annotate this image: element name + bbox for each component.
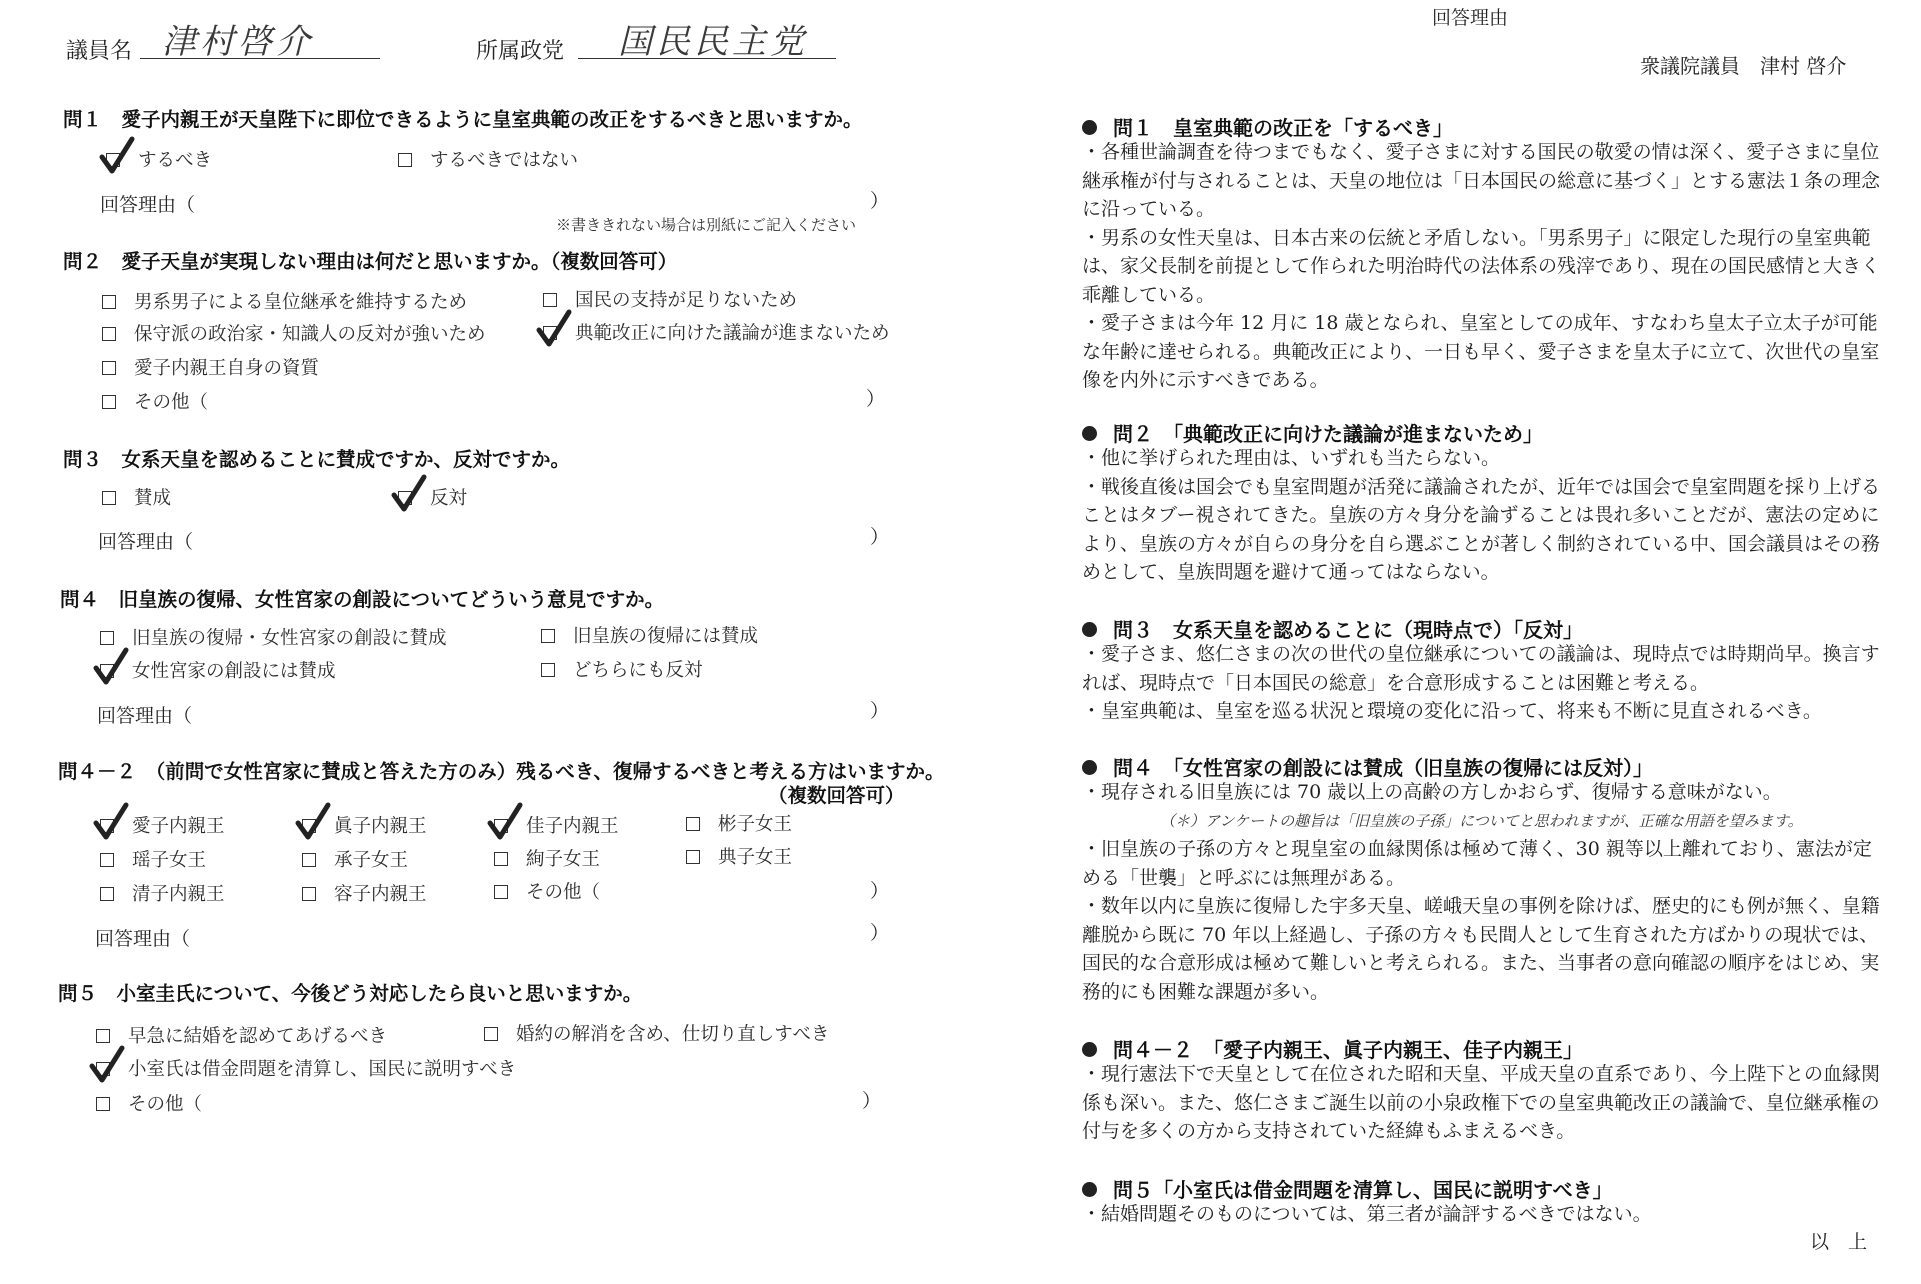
paragraph: ・男系の女性天皇は、日本古来の伝統と矛盾しない。「男系男子」に限定した現行の皇室典範は、家父長制を前提として作られた明治時代の法体系の残滓であり、現在の国民感情と大きく乖離している。 <box>1082 226 1881 306</box>
checkmark-icon <box>537 310 573 348</box>
q3-reason-label: 回答理由（ <box>98 531 194 553</box>
checkbox[interactable] <box>102 295 116 309</box>
checkbox-checked[interactable] <box>398 491 412 505</box>
q42-option-other[interactable]: その他（ <box>494 878 600 904</box>
checkbox[interactable] <box>494 852 508 866</box>
q42-option-kako[interactable]: 佳子内親王 <box>494 812 619 838</box>
checkbox-checked[interactable] <box>100 664 114 678</box>
section-q3-body <box>1082 640 1887 726</box>
member-name-label: 議員名 <box>66 39 133 64</box>
q42-option-yoko[interactable]: 瑶子女王 <box>100 846 206 872</box>
q4-option-3[interactable]: 女性宮家の創設には賛成 <box>100 657 336 683</box>
paragraph: ・他に挙げられた理由は、いずれも当たらない。 <box>1082 447 1501 469</box>
q2-option-3[interactable]: 保守派の政治家・知識人の反対が強いため <box>102 320 486 346</box>
q3-text: 問３ 女系天皇を認めることに賛成ですか、反対ですか。 <box>63 448 571 471</box>
member-name-signature: 津村啓介 <box>162 22 314 62</box>
bullet-icon <box>1082 1042 1097 1057</box>
checkbox[interactable] <box>543 293 557 307</box>
q42-option-ayako[interactable]: 絢子女王 <box>494 845 600 871</box>
q2-option-2[interactable]: 国民の支持が足りないため <box>543 286 797 312</box>
checkbox-checked[interactable] <box>494 819 508 833</box>
q1-reason-close: ） <box>870 190 890 212</box>
footnote: （＊）アンケートの趣旨は「旧皇族の子孫」についてと思われますが、正確な用語を望みます。 <box>1160 811 1803 830</box>
paragraph: ・現存される旧皇族には 70 歳以上の高齢の方しかおらず、復帰する意味がない。 <box>1082 781 1782 803</box>
checkbox[interactable] <box>302 887 316 901</box>
q1-text: 問１ 愛子内親王が天皇陛下に即位できるように皇室典範の改正をするべきと思いますか。 <box>63 108 863 131</box>
q42-option-mako[interactable]: 眞子内親王 <box>302 812 427 838</box>
bullet-icon <box>1082 120 1097 135</box>
bullet-icon <box>1082 426 1097 441</box>
q42-option-yasuko[interactable]: 容子内親王 <box>302 880 427 906</box>
checkbox[interactable] <box>100 631 114 645</box>
paragraph: ・現行憲法下で天皇として在位された昭和天皇、平成天皇の直系であり、今上陛下との血縁関係も深い。また、悠仁さまご誕生以前の小泉政権下での皇室典範改正の議論で、皇位継承権の付与を多くの方から支持されていた経緯もふまえるべき。 <box>1082 1063 1881 1142</box>
q5-text: 問５ 小室圭氏について、今後どう対応したら良いと思いますか。 <box>58 982 643 1005</box>
paragraph: ・結婚問題そのものについては、第三者が論評するべきではない。 <box>1082 1203 1652 1225</box>
closing-mark: 以 上 <box>1810 1231 1868 1253</box>
section-q5-head: 問５「小室氏は借金問題を清算し、国民に説明すべき」 <box>1082 1174 1613 1203</box>
checkbox-checked[interactable] <box>543 326 557 340</box>
checkmark-icon <box>296 803 332 841</box>
q42-reason-label: 回答理由（ <box>95 928 191 950</box>
section-q42-body <box>1082 1060 1887 1146</box>
section-q5-body <box>1082 1200 1887 1229</box>
checkbox[interactable] <box>398 153 412 167</box>
paragraph: ・皇室典範は、皇室を巡る状況と環境の変化に沿って、将来も不断に見直されるべき。 <box>1082 700 1822 722</box>
section-q3-head: 問３ 女系天皇を認めることに（現時点で）「反対」 <box>1082 614 1583 643</box>
q2-option-other[interactable]: その他（ <box>102 388 208 414</box>
reasons-title: 回答理由 <box>1432 7 1509 29</box>
checkbox-checked[interactable] <box>96 1062 110 1076</box>
q42-option-tsuguko[interactable]: 承子女王 <box>302 846 408 872</box>
q5-option-2[interactable]: 婚約の解消を含め、仕切り直しすべき <box>484 1020 829 1046</box>
checkbox[interactable] <box>686 817 700 831</box>
checkbox[interactable] <box>96 1029 110 1043</box>
party-label: 所属政党 <box>476 39 565 64</box>
checkbox[interactable] <box>494 885 508 899</box>
section-q1-body <box>1082 138 1887 395</box>
q4-text: 問４ 旧皇族の復帰、女性宮家の創設についてどういう意見ですか。 <box>60 588 665 611</box>
q2-text: 問２ 愛子天皇が実現しない理由は何だと思いますか。（複数回答可） <box>63 250 678 273</box>
q2-option-1[interactable]: 男系男子による皇位継承を維持するため <box>102 288 467 314</box>
paragraph: ・数年以内に皇族に復帰した宇多天皇、嵯峨天皇の事例を除けば、歴史的にも例が無く、皇籍離脱から既に 70 年以上経過し、子孫の方々も民間人として生育された方ばかりの現状では、国民的な合意形成は極めて難しいと考えられる。また、当事者の意向確認の順序をはじめ、実務的にも困難な課題が多い。 <box>1082 895 1880 1003</box>
paragraph: ・愛子さま、悠仁さまの次の世代の皇位継承についての議論は、現時点では時期尚早。換言すれば、現時点で「日本国民の総意」を合意形成することは困難と考える。 <box>1082 643 1880 694</box>
checkbox[interactable] <box>541 663 555 677</box>
bullet-icon <box>1082 760 1097 775</box>
q1-reason-label: 回答理由（ <box>100 194 196 216</box>
q4-option-2[interactable]: 旧皇族の復帰には賛成 <box>541 622 758 648</box>
checkbox-checked[interactable] <box>302 819 316 833</box>
q42-option-sayako[interactable]: 清子内親王 <box>100 880 225 906</box>
q42-reason-close: ） <box>870 922 890 944</box>
checkbox[interactable] <box>100 887 114 901</box>
checkmark-icon <box>100 137 136 175</box>
paragraph: ・愛子さまは今年 12 月に 18 歳となられ、皇室としての成年、すなわち皇太子立太子が可能な年齢に達せられる。典範改正により、一日も早く、愛子さまを皇太子に立て、次世代の皇室像を内外に示すべきである。 <box>1082 312 1880 391</box>
q42-multi: （複数回答可） <box>768 784 905 807</box>
paragraph: ・旧皇族の子孫の方々と現皇室の血縁関係は極めて薄く、30 親等以上離れており、憲法が定める「世襲」と呼ぶには無理がある。 <box>1082 838 1872 889</box>
q4-option-1[interactable]: 旧皇族の復帰・女性宮家の創設に賛成 <box>100 624 447 650</box>
checkbox-checked[interactable] <box>100 819 114 833</box>
party-handwritten: 国民民主党 <box>618 22 808 62</box>
checkmark-icon <box>488 803 524 841</box>
q4-reason-label: 回答理由（ <box>97 705 193 727</box>
checkbox[interactable] <box>102 361 116 375</box>
q4-reason-close: ） <box>870 700 890 722</box>
reasons-author: 衆議院議員 津村 啓介 <box>1640 54 1847 78</box>
checkbox-checked[interactable] <box>106 153 120 167</box>
section-q4-head: 問４ 「女性宮家の創設には賛成（旧皇族の復帰には反対）」 <box>1082 752 1653 781</box>
checkmark-icon <box>392 475 428 513</box>
q42-other-close: ） <box>870 880 890 902</box>
section-q4-body <box>1082 778 1887 1006</box>
bullet-icon <box>1082 622 1097 637</box>
q3-reason-close: ） <box>870 526 890 548</box>
checkbox[interactable] <box>484 1027 498 1041</box>
checkbox[interactable] <box>686 850 700 864</box>
section-q1-head: 問１ 皇室典範の改正を「するべき」 <box>1082 112 1453 141</box>
q2-option-5[interactable]: 愛子内親王自身の資質 <box>102 354 319 380</box>
q3-option-oppose[interactable]: 反対 <box>398 484 467 510</box>
q42-option-akiko[interactable]: 彬子女王 <box>686 810 792 836</box>
q2-option-4[interactable]: 典範改正に向けた議論が進まないため <box>543 319 890 345</box>
checkbox[interactable] <box>102 491 116 505</box>
q5-option-1[interactable]: 早急に結婚を認めてあげるべき <box>96 1022 387 1048</box>
q2-other-close: ） <box>866 388 886 410</box>
q5-other-close: ） <box>862 1090 882 1112</box>
paragraph: ・各種世論調査を待つまでもなく、愛子さまに対する国民の敬愛の情は深く、愛子さまに皇位継承権が付与されることは、天皇の地位は「日本国民の総意に基づく」とする憲法１条の理念に沿っている。 <box>1082 141 1881 220</box>
checkbox[interactable] <box>102 327 116 341</box>
checkbox[interactable] <box>541 629 555 643</box>
paragraph: ・戦後直後は国会でも皇室問題が活発に議論されたが、近年では国会で皇室問題を採り上げることはタブー視されてきた。皇族の方々身分を論ずることは畏れ多いことだが、憲法の定めにより、皇族の方々が自らの身分を自ら選ぶことが著しく制約されている中、国会議員はその務めとして、皇族問題を避けて通ってはならない。 <box>1082 475 1881 583</box>
q5-option-other[interactable]: その他（ <box>96 1090 202 1116</box>
note-extra-paper: ※書ききれない場合は別紙にご記入ください <box>556 216 857 234</box>
q42-option-aiko[interactable]: 愛子内親王 <box>100 812 225 838</box>
bullet-icon <box>1082 1182 1097 1197</box>
checkbox[interactable] <box>100 853 114 867</box>
checkbox[interactable] <box>102 395 116 409</box>
section-q2-body <box>1082 444 1887 587</box>
checkmark-icon <box>94 803 130 841</box>
section-q2-head: 問２ 「典範改正に向けた議論が進まないため」 <box>1082 418 1543 447</box>
q1-option-should[interactable]: するべき <box>106 146 212 172</box>
q4-option-4[interactable]: どちらにも反対 <box>541 656 703 682</box>
checkmark-icon <box>94 648 130 686</box>
checkmark-icon <box>90 1046 126 1084</box>
checkbox[interactable] <box>302 853 316 867</box>
q42-option-noriko[interactable]: 典子女王 <box>686 843 792 869</box>
q42-text: 問４－２ （前問で女性宮家に賛成と答えた方のみ）残るべき、復帰するべきと考える方はいますか。 <box>58 760 945 783</box>
checkbox[interactable] <box>96 1097 110 1111</box>
q1-option-should-not[interactable]: するべきではない <box>398 146 578 172</box>
q5-option-3[interactable]: 小室氏は借金問題を清算し、国民に説明すべき <box>96 1055 516 1081</box>
section-q42-head: 問４－２ 「愛子内親王、眞子内親王、佳子内親王」 <box>1082 1034 1583 1063</box>
q3-option-agree[interactable]: 賛成 <box>102 484 171 510</box>
